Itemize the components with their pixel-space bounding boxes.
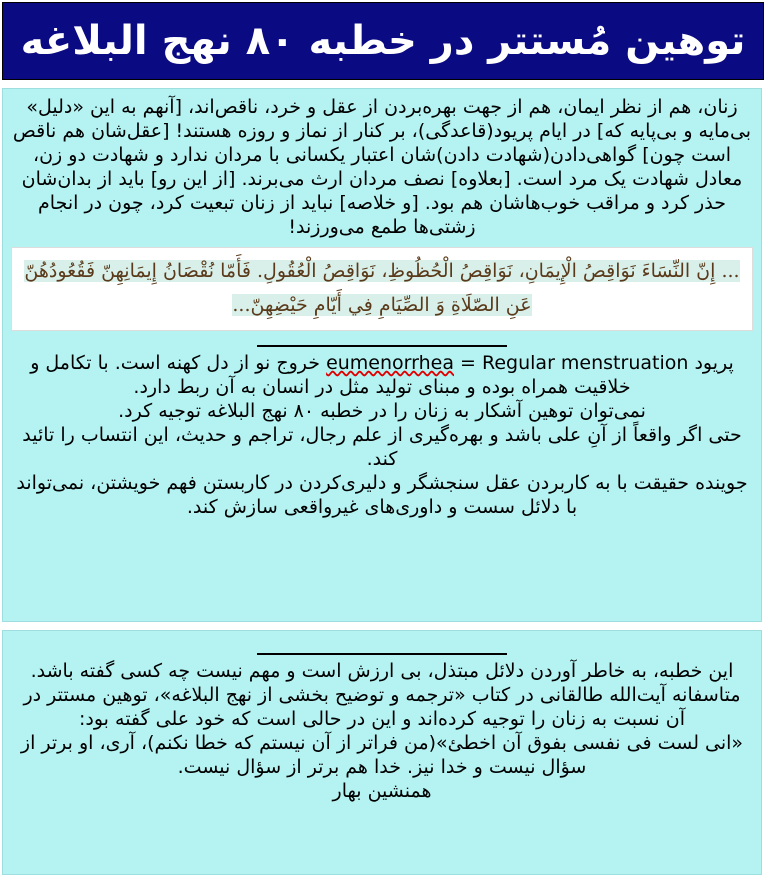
conclusion-box — [2, 630, 762, 875]
signature: همنشین بهار — [332, 780, 432, 802]
arabic-quote-block — [11, 247, 753, 331]
claim-paragraph: نمی‌توان توهین آشکار به زنان را در خطبه ۸۰ نهج البلاغه توجیه کرد. — [118, 400, 646, 422]
divider — [257, 653, 507, 655]
page-title-text: توهین مُستتر در خطبه ۸۰ نهج البلاغه — [20, 18, 746, 64]
definition-rest: خروج نو از دل کهنه است. با تکامل و خلاقیت همراه بوده و مبنای تولید مثل در انسان به آن ربط دارد. — [30, 352, 631, 398]
condition-paragraph: حتی اگر واقعاً از آنِ علی باشد و بهره‌گیری از علم رجال، تراجم و حدیث، این انتساب را تائید کند. — [22, 424, 742, 470]
conclusion-paragraph: این خطبه، به خاطر آوردن دلائل مبتذل، بی ارزش است و مهم نیست چه کسی گفته باشد. متاسفانه آیت‌الله طالقانی در کتاب «ترجمه و توضیح بخشی از نهج البلاغه»، توهین مستتر در آن نسبت به زنان را توجیه کرده‌اند و این در حالی است که خود علی گفته بود: — [23, 660, 741, 730]
period-word: پریود — [694, 352, 734, 374]
quote-paragraph: «انی لست فی نفسی بفوق آن اخطئ»(من فراتر از آن نیستم که خطا نکنم)، آری، او برتر از سؤال نیست و خدا نیز. خدا هم برتر از سؤال نیست. — [20, 732, 744, 778]
english-definition — [326, 352, 688, 374]
page-title — [2, 2, 764, 80]
divider — [257, 345, 507, 347]
definition-paragraph — [11, 351, 753, 399]
arabic-quote: ... إِنّ النِّسَاءَ نَوَاقِصُ الْإِيمَانِ، نَوَاقِصُ الْحُظُوظِ، نَوَاقِصُ الْعُقُولِ. فَأَمّا نُقْصَانُ إِيمَانِهِنّ فَقُعُودُهُنّ عَنِ الصّلَاةِ وَ الصِّيَامِ فِي أَيّامِ حَيْضِهِنّ... — [24, 260, 740, 316]
main-text-box — [2, 88, 762, 622]
intro-paragraph: زنان، هم از نظر ایمان، هم از جهت بهره‌بردن از عقل و خرد، ناقص‌اند، [آنهم به این «دلیل» بی‌مایه و بی‌پایه که] در ایام پریود(قاعدگی)، بر کنار از نماز و روزه هستند! [عقل‌شان هم ناقص است چون] گواهی‌دادن(شهادت دادن)شان اعتبار یکسانی با مردان ندارد و شهادت دو زن، معادل شهادت یک مرد است. [بعلاوه] نصف مردان ارث می‌برند. [از این رو] باید از بدان‌شان حذر کرد و مراقب خوب‌هاشان هم بود. [و خلاصه] نباید از زنان تبعیت کرد، چون در انجام زشتی‌ها طمع می‌ورزند! — [12, 96, 752, 238]
eumenorrhea-term: eumenorrhea — [326, 352, 454, 374]
truth-seeker-paragraph: جوینده حقیقت با به کاربردن عقل سنجشگر و دلیری‌کردن در کاربستن فهم خویشتن، نمی‌تواند با دلائل سست و داوری‌های غیرواقعی سازش کند. — [16, 472, 748, 518]
regular-menstruation-term: = Regular menstruation — [460, 352, 689, 374]
